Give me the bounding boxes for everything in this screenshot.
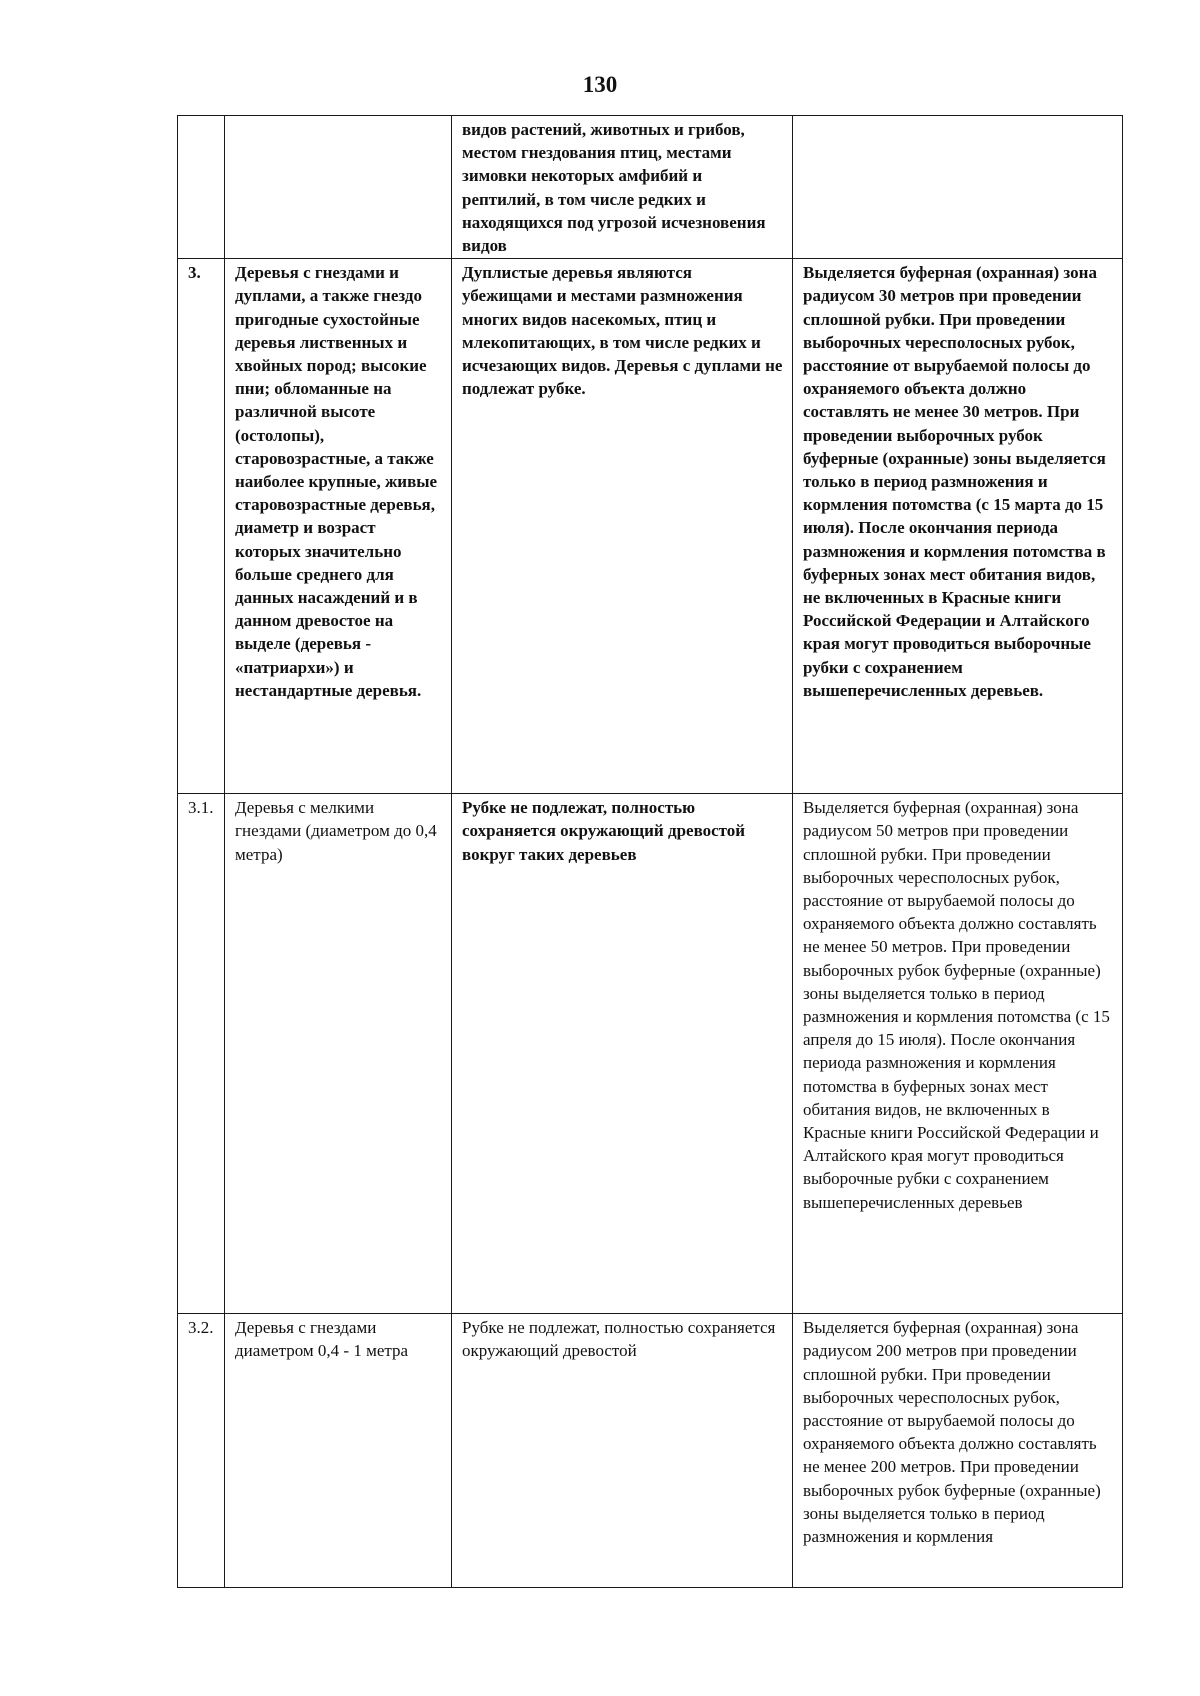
table-row [178,259,1123,794]
measures-cell: Выделяется буферная (охранная) зона радиусом 50 метров при проведении сплошной рубки. При проведении выборочных чересполосных рубок, расстояние от вырубаемой полосы до охраняемого объекта должно составлять не менее 50 метров. При проведении выборочных рубок буферные (охранные) зоны выделяется только в период размножения и кормления потомства (с 15 апреля до 15 июля). После окончания периода размножения и кормления потомства в буферных зонах мест обитания видов, не включенных в Красные книги Российской Федерации и Алтайского края могут проводиться выборочные рубки с сохранением вышеперечисленных деревьев [793,794,1123,1314]
measures-cell: Выделяется буферная (охранная) зона радиусом 30 метров при проведении сплошной рубки. При проведении выборочных чересполосных рубок, расстояние от вырубаемой полосы до охраняемого объекта должно составлять не менее 30 метров. При проведении выборочных рубок буферные (охранные) зоны выделяется только в период размножения и кормления потомства (с 15 марта до 15 июля). После окончания периода размножения и кормления потомства в буферных зонах мест обитания видов, не включенных в Красные книги Российской Федерации и Алтайского края могут проводиться выборочные рубки с сохранением вышеперечисленных деревьев. [793,259,1123,794]
justification-cell: Рубке не подлежат, полностью сохраняется окружающий древостой [452,1314,793,1588]
table-row [178,1314,1123,1588]
measures-cell [793,116,1123,259]
object-cell: Деревья с мелкими гнездами (диаметром до 0,4 метра) [225,794,452,1314]
row-number-cell: 3. [178,259,225,794]
page-number: 130 [582,72,618,97]
table-row [178,794,1123,1314]
row-number-cell: 3.1. [178,794,225,1314]
object-cell [225,116,452,259]
measures-cell: Выделяется буферная (охранная) зона радиусом 200 метров при проведении сплошной рубки. При проведении выборочных чересполосных рубок, расстояние от вырубаемой полосы до охраняемого объекта должно составлять не менее 200 метров. При проведении выборочных рубок буферные (охранные) зоны выделяется только в период размножения и кормления [793,1314,1123,1588]
justification-cell: Рубке не подлежат, полностью сохраняется окружающий древостой вокруг таких деревьев [452,794,793,1314]
measures-table [177,115,1123,1588]
object-cell: Деревья с гнездами и дуплами, а также гнездо пригодные сухостойные деревья лиственных и хвойных пород; высокие пни; обломанные на различной высоте (остолопы), старовозрастные, а также наиболее крупные, живые старовозрастные деревья, диаметр и возраст которых значительно больше среднего для данных насаждений и в данном древостое на выделе (деревья - «патриархи») и нестандартные деревья. [225,259,452,794]
row-number-cell [178,116,225,259]
row-number-cell: 3.2. [178,1314,225,1588]
object-cell: Деревья с гнездами диаметром 0,4 - 1 метра [225,1314,452,1588]
table-row [178,116,1123,259]
justification-cell: Дуплистые деревья являются убежищами и местами размножения многих видов насекомых, птиц и млекопитающих, в том числе редких и исчезающих видов. Деревья с дуплами не подлежат рубке. [452,259,793,794]
justification-cell: видов растений, животных и грибов, местом гнездования птиц, местами зимовки некоторых амфибий и рептилий, в том числе редких и находящихся под угрозой исчезновения видов [452,116,793,259]
